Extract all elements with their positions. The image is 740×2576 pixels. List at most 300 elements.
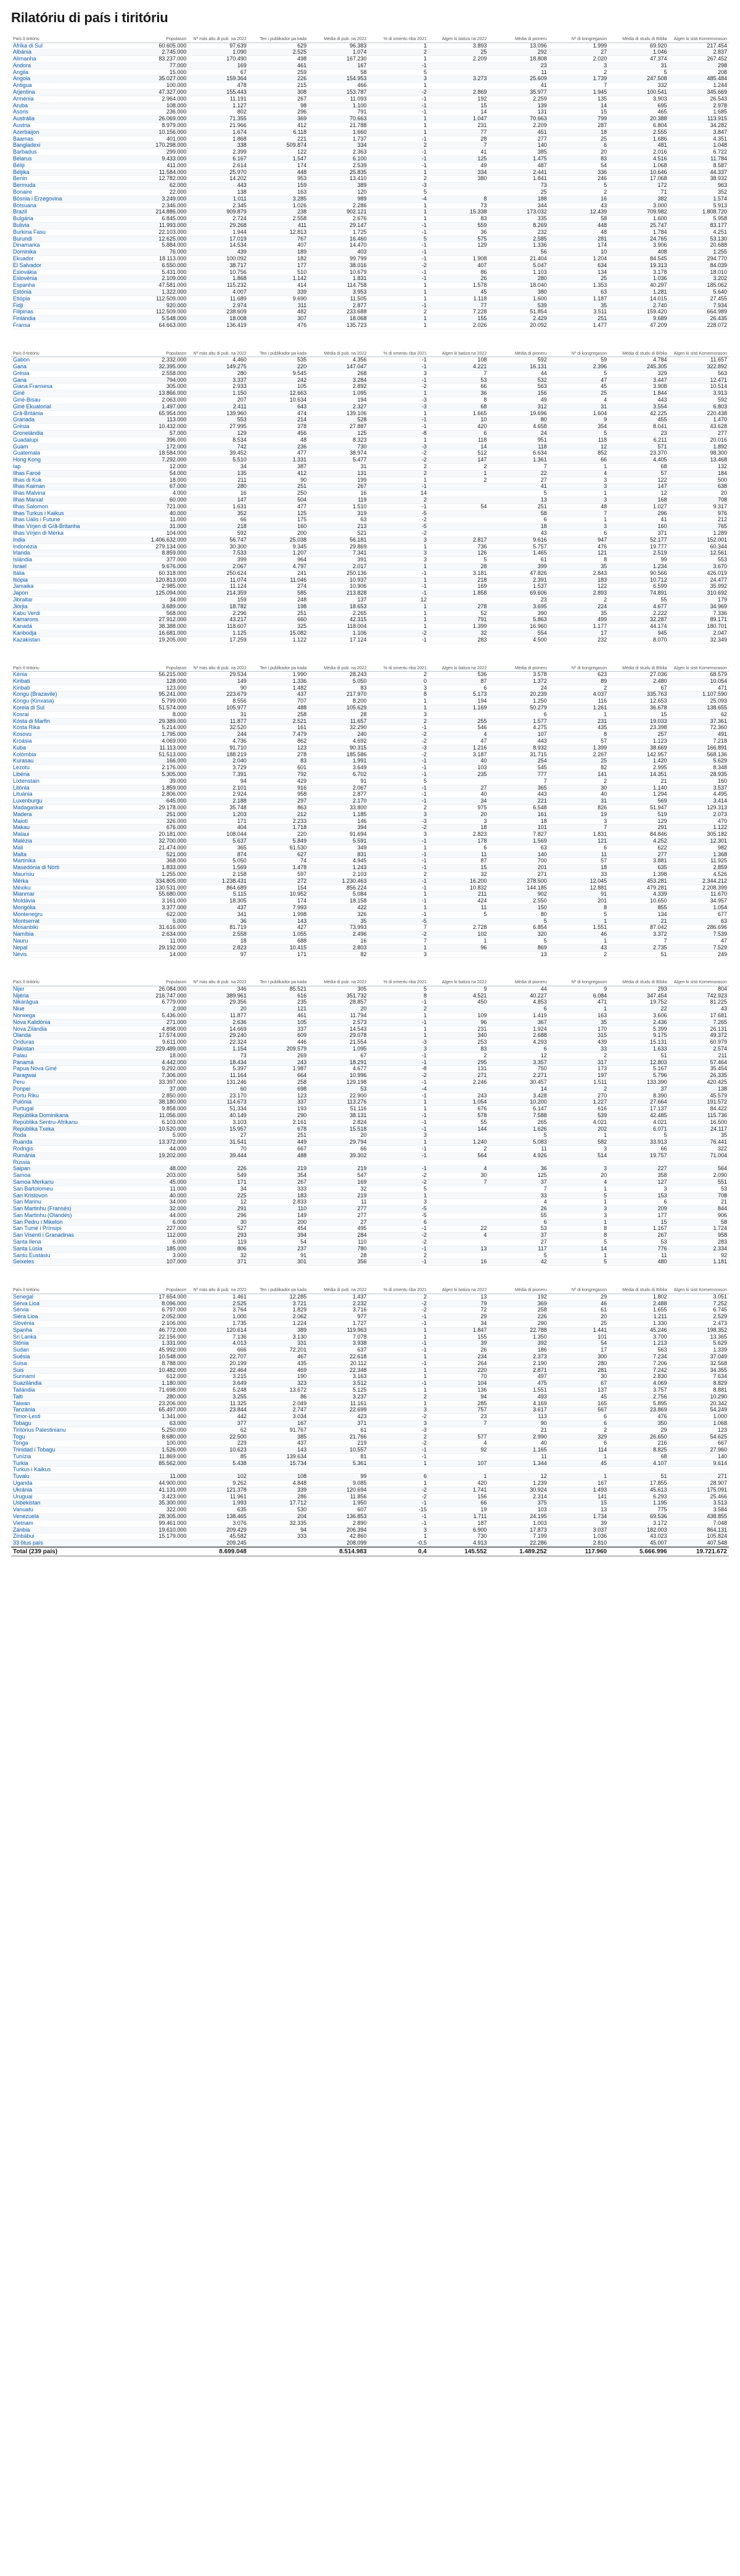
country-name[interactable]: Rússia: [11, 1159, 128, 1166]
country-name[interactable]: Sudan: [11, 1347, 128, 1354]
country-name[interactable]: Moldávia: [11, 898, 128, 905]
table-cell: 437: [188, 904, 248, 911]
table-cell: 70: [429, 1374, 488, 1381]
country-name[interactable]: Fransa: [11, 322, 128, 329]
country-name[interactable]: Jibraltar: [11, 597, 128, 603]
country-name[interactable]: San Martinhu (Fransés): [11, 1206, 128, 1213]
country-name[interactable]: Grésia: [11, 424, 128, 431]
country-name[interactable]: Mali: [11, 844, 128, 851]
table-cell: 326: [308, 911, 368, 918]
country-name[interactable]: Ilhas Uális i Futune: [11, 517, 128, 524]
country-name[interactable]: Gana: [11, 364, 128, 371]
table-row: [11, 295, 729, 302]
country-name[interactable]: Jiórjia: [11, 603, 128, 610]
country-name[interactable]: Áustria: [11, 123, 128, 130]
country-name[interactable]: Ilhas Kaiman: [11, 484, 128, 490]
country-name[interactable]: Ilhas Vírjen di Grã-Britanha: [11, 524, 128, 530]
table-cell: 11.000: [128, 1474, 188, 1480]
country-name[interactable]: Paragwai: [11, 1073, 128, 1080]
country-name[interactable]: Rumánia: [11, 1152, 128, 1159]
table-cell: 192: [429, 96, 488, 102]
country-name[interactable]: Sri Lanka: [11, 1334, 128, 1340]
country-name[interactable]: Repúblika Sentru-Afrikanu: [11, 1119, 128, 1126]
country-name[interactable]: Madagaskar: [11, 804, 128, 811]
country-name[interactable]: Bermuda: [11, 183, 128, 189]
country-name[interactable]: Bulivia: [11, 223, 128, 229]
country-name[interactable]: Fidji: [11, 302, 128, 309]
table-cell: 225: [188, 1192, 248, 1199]
country-name[interactable]: Nepal: [11, 944, 128, 951]
country-name[interactable]: Lixtenstain: [11, 778, 128, 785]
country-name[interactable]: Kolómbia: [11, 751, 128, 758]
table-cell: 592: [488, 357, 548, 364]
country-name[interactable]: Benin: [11, 176, 128, 183]
table-cell: 57: [609, 470, 668, 477]
country-name[interactable]: Ilhas Turkus i Kaikus: [11, 510, 128, 517]
country-name[interactable]: Roda: [11, 1133, 128, 1139]
country-name[interactable]: Mongólia: [11, 904, 128, 911]
country-name[interactable]: Kosovu: [11, 732, 128, 738]
country-name[interactable]: Koreia di Sul: [11, 705, 128, 712]
country-name[interactable]: Madera: [11, 811, 128, 818]
country-name[interactable]: San Kristovon: [11, 1192, 128, 1199]
country-name[interactable]: Suisa: [11, 1360, 128, 1367]
country-name[interactable]: Togu: [11, 1434, 128, 1440]
table-cell: 1: [369, 216, 429, 223]
country-name[interactable]: Libéria: [11, 771, 128, 778]
country-name[interactable]: Ekuador: [11, 256, 128, 263]
table-cell: 20.388: [609, 116, 668, 123]
country-name[interactable]: Guatemala: [11, 450, 128, 457]
country-name[interactable]: Uganda: [11, 1480, 128, 1487]
country-name[interactable]: Guam: [11, 444, 128, 450]
country-name[interactable]: Austrália: [11, 116, 128, 123]
country-name[interactable]: Bósnia i Erzegovina: [11, 196, 128, 202]
country-name[interactable]: Masedónia di Nórti: [11, 865, 128, 872]
country-name[interactable]: 33 ôtus país: [11, 1540, 128, 1547]
country-name[interactable]: Gronelándia: [11, 431, 128, 437]
country-name[interactable]: Béljika: [11, 169, 128, 176]
country-name[interactable]: Ólanda: [11, 1033, 128, 1039]
country-name[interactable]: Grã-Británia: [11, 410, 128, 417]
table-cell: 35.454: [669, 1066, 729, 1073]
table-cell: 6: [429, 844, 488, 851]
country-name[interactable]: Pulónia: [11, 1099, 128, 1106]
country-name[interactable]: San Pedru i Mikelon: [11, 1219, 128, 1226]
country-name[interactable]: Turkus i Kaikus: [11, 1467, 128, 1474]
country-name[interactable]: Guadalupi: [11, 437, 128, 444]
table-cell: 27.664: [609, 1099, 668, 1106]
table-cell: 17.259: [188, 637, 248, 643]
table-cell: [429, 517, 488, 524]
country-name[interactable]: Usbekistan: [11, 1500, 128, 1507]
country-name[interactable]: Kazakistan: [11, 637, 128, 643]
table-cell: 1: [369, 289, 429, 295]
table-cell: 2.521: [249, 718, 308, 725]
country-name[interactable]: Samoa: [11, 1173, 128, 1179]
table-cell: 382: [609, 196, 668, 202]
table-cell: 10.482.000: [128, 1367, 188, 1374]
table-cell: 9.611.000: [128, 1039, 188, 1046]
country-name[interactable]: Brazil: [11, 209, 128, 216]
table-cell: 1.068: [609, 162, 668, 169]
table-cell: 480: [609, 1259, 668, 1266]
country-name[interactable]: Aruba: [11, 102, 128, 109]
country-name[interactable]: Giné-Bisau: [11, 397, 128, 404]
country-name[interactable]: Ilhas Salomon: [11, 503, 128, 510]
country-name[interactable]: Ponpei: [11, 1086, 128, 1092]
country-name[interactable]: Angila: [11, 69, 128, 76]
country-name[interactable]: Suis: [11, 1367, 128, 1374]
country-name[interactable]: Zánbia: [11, 1527, 128, 1534]
country-name[interactable]: Dinamarka: [11, 242, 128, 249]
country-name[interactable]: Repúblika Txeka: [11, 1126, 128, 1133]
country-name[interactable]: Santu Eustásiu: [11, 1252, 128, 1259]
country-name[interactable]: San Tumé i Prínsipi: [11, 1226, 128, 1232]
country-name[interactable]: Suésia: [11, 1353, 128, 1360]
country-name[interactable]: Taiwan: [11, 1400, 128, 1407]
country-name[interactable]: Surinami: [11, 1374, 128, 1381]
table-cell: 5: [488, 918, 548, 925]
country-name[interactable]: Névis: [11, 951, 128, 958]
country-name[interactable]: Estónia: [11, 289, 128, 295]
country-name[interactable]: Mianmar: [11, 891, 128, 898]
country-name[interactable]: Pakistan: [11, 1046, 128, 1052]
table-cell: 1.945: [549, 89, 609, 96]
table-cell: 592: [188, 530, 248, 537]
country-name[interactable]: Sérvia: [11, 1307, 128, 1314]
country-name[interactable]: Burkina Fasu: [11, 229, 128, 236]
country-name[interactable]: Slovénia: [11, 1320, 128, 1327]
country-name[interactable]: Trinidad i Tobagu: [11, 1447, 128, 1454]
table-cell: 2.850.000: [128, 1092, 188, 1099]
table-cell: [429, 490, 488, 497]
table-cell: 16.500: [669, 1119, 729, 1126]
table-cell: 4.169: [488, 1400, 548, 1407]
country-name[interactable]: Seixeles: [11, 1259, 128, 1266]
country-name[interactable]: Itália: [11, 570, 128, 577]
country-name[interactable]: Venezuela: [11, 1514, 128, 1521]
country-name[interactable]: Luxenburgu: [11, 798, 128, 805]
country-name[interactable]: Giné: [11, 390, 128, 397]
table-cell: 334: [429, 169, 488, 176]
country-name[interactable]: Tailándia: [11, 1387, 128, 1393]
country-name[interactable]: Giana Fransesa: [11, 384, 128, 390]
country-name[interactable]: Ilhas Marxal: [11, 497, 128, 504]
country-name[interactable]: Maioti: [11, 818, 128, 825]
country-name[interactable]: Tonga: [11, 1440, 128, 1447]
country-name[interactable]: Baamas: [11, 136, 128, 142]
table-cell: -1: [369, 136, 429, 142]
table-cell: 11.325: [188, 1400, 248, 1407]
country-name[interactable]: Botsuana: [11, 202, 128, 209]
table-cell: 60.318.000: [128, 570, 188, 577]
country-name[interactable]: Repúblika Dominikana: [11, 1112, 128, 1119]
country-name[interactable]: San Visenti i Granadinas: [11, 1232, 128, 1239]
country-name[interactable]: Taiti: [11, 1393, 128, 1400]
table-cell: 51.947: [609, 804, 668, 811]
country-name[interactable]: Burundi: [11, 236, 128, 242]
table-cell: 310.692: [669, 590, 729, 597]
country-name[interactable]: Indonézia: [11, 543, 128, 550]
country-name[interactable]: Bonaire: [11, 189, 128, 196]
country-name[interactable]: Ilhas Malvina: [11, 490, 128, 497]
country-name[interactable]: Asoris: [11, 109, 128, 116]
country-name[interactable]: Uruguai: [11, 1493, 128, 1500]
country-name[interactable]: Gana: [11, 377, 128, 384]
table-cell: 1.331.000: [128, 1340, 188, 1347]
table-cell: 27: [488, 477, 548, 484]
country-name[interactable]: Tunízia: [11, 1453, 128, 1460]
country-name[interactable]: Mérka: [11, 878, 128, 885]
country-name[interactable]: Panamá: [11, 1059, 128, 1066]
table-cell: 3.649: [188, 1381, 248, 1387]
country-name[interactable]: Kongu (Brazavile): [11, 691, 128, 698]
country-name[interactable]: Spanha: [11, 1327, 128, 1334]
table-cell: 3: [549, 818, 609, 825]
country-name[interactable]: Filipinas: [11, 309, 128, 316]
table-cell: 84.422: [669, 1106, 729, 1113]
table-cell: 134: [549, 269, 609, 276]
table-cell: 129: [188, 431, 248, 437]
country-name[interactable]: Kroásia: [11, 738, 128, 745]
country-name[interactable]: Rodrigis: [11, 1146, 128, 1152]
table-cell: 17.124: [308, 637, 368, 643]
country-name[interactable]: Malta: [11, 851, 128, 858]
country-name[interactable]: Papua Nova Giné: [11, 1066, 128, 1073]
country-name[interactable]: Nauru: [11, 938, 128, 944]
country-name[interactable]: Belarus: [11, 156, 128, 163]
table-cell: 1: [369, 1327, 429, 1334]
country-name[interactable]: Makau: [11, 825, 128, 832]
table-row: [11, 1527, 729, 1534]
table-cell: 7.242: [609, 1367, 668, 1374]
table-cell: 1.844: [609, 390, 668, 397]
table-row: [11, 1126, 729, 1133]
country-name[interactable]: Ruanda: [11, 1139, 128, 1146]
country-name[interactable]: San Bartolomeu: [11, 1186, 128, 1192]
country-name[interactable]: Ilhas Vírjen di Mérka: [11, 530, 128, 537]
table-cell: 125: [308, 431, 368, 437]
country-name[interactable]: Bulgária: [11, 216, 128, 223]
country-name[interactable]: Barbadus: [11, 149, 128, 156]
country-name[interactable]: Gabon: [11, 357, 128, 364]
country-name[interactable]: Malaui: [11, 832, 128, 838]
country-name[interactable]: Vanuatu: [11, 1507, 128, 1514]
table-cell: 6.634: [488, 450, 548, 457]
country-name[interactable]: Eslovénia: [11, 276, 128, 283]
table-cell: -1: [369, 1320, 429, 1327]
country-name[interactable]: Peru: [11, 1079, 128, 1086]
country-name[interactable]: Tobagu: [11, 1420, 128, 1427]
table-cell: [429, 1199, 488, 1206]
table-cell: 10.557: [308, 1447, 368, 1454]
table-cell: 1.027: [609, 503, 668, 510]
table-cell: 3.178: [609, 269, 668, 276]
table-cell: 57: [549, 858, 609, 865]
country-name[interactable]: Tuvalu: [11, 1474, 128, 1480]
country-name[interactable]: Martinika: [11, 858, 128, 865]
country-name[interactable]: Kiribati: [11, 678, 128, 685]
column-header: Média di pub. na 2022: [308, 663, 368, 672]
country-name[interactable]: Kénia: [11, 672, 128, 679]
country-name[interactable]: Namíbia: [11, 931, 128, 938]
country-name[interactable]: Méxiku: [11, 885, 128, 891]
country-name[interactable]: Etiópia: [11, 295, 128, 302]
country-name[interactable]: Purtugal: [11, 1106, 128, 1113]
country-name[interactable]: Santa Ilena: [11, 1239, 128, 1246]
country-name[interactable]: Kuba: [11, 745, 128, 751]
country-name[interactable]: Antigua: [11, 83, 128, 89]
table-cell: 6: [488, 1046, 548, 1052]
table-cell: -1: [369, 1152, 429, 1159]
country-name[interactable]: Béliji: [11, 162, 128, 169]
country-name[interactable]: Alimanha: [11, 56, 128, 63]
table-cell: 3.606: [609, 1012, 668, 1019]
country-name[interactable]: Nijéria: [11, 993, 128, 999]
country-name[interactable]: Kamarons: [11, 617, 128, 624]
table-cell: 461: [249, 1012, 308, 1019]
country-name[interactable]: Israel: [11, 563, 128, 570]
country-name[interactable]: Saipan: [11, 1166, 128, 1173]
table-cell: 27.887: [308, 424, 368, 431]
table-cell: 201: [549, 898, 609, 905]
table-cell: 4.007: [188, 289, 248, 295]
country-name[interactable]: Sérva Lioa: [11, 1300, 128, 1307]
country-name[interactable]: Stónia: [11, 1340, 128, 1347]
country-name[interactable]: Angola: [11, 76, 128, 83]
country-name[interactable]: Jamaika: [11, 584, 128, 590]
table-cell: 10.996: [308, 1073, 368, 1080]
table-cell: 9.616: [488, 537, 548, 543]
country-name[interactable]: Kabu Verdi: [11, 610, 128, 617]
country-name[interactable]: Norwega: [11, 1012, 128, 1019]
country-name[interactable]: Andora: [11, 62, 128, 69]
country-name[interactable]: Índia: [11, 537, 128, 543]
table-cell: 392: [488, 1340, 548, 1347]
country-name[interactable]: Albánia: [11, 49, 128, 56]
country-name[interactable]: Onduras: [11, 1039, 128, 1046]
country-name[interactable]: Kósta di Marfin: [11, 718, 128, 725]
country-name[interactable]: Nikarágua: [11, 999, 128, 1006]
country-name[interactable]: Irlanda: [11, 550, 128, 557]
country-name[interactable]: Grésia: [11, 370, 128, 377]
table-cell: 149.275: [188, 364, 248, 371]
country-name[interactable]: Azerbaijon: [11, 129, 128, 136]
country-name[interactable]: Lituánia: [11, 791, 128, 798]
country-name[interactable]: Arjentina: [11, 89, 128, 96]
country-name[interactable]: San Martinhu (Olandés): [11, 1212, 128, 1219]
country-name[interactable]: Dominika: [11, 249, 128, 256]
table-cell: 2.259: [488, 96, 548, 102]
country-name[interactable]: Áfrika di Sul: [11, 43, 128, 49]
country-name[interactable]: Samoa Merkanu: [11, 1179, 128, 1186]
table-cell: 200: [249, 1219, 308, 1226]
country-name[interactable]: Granada: [11, 417, 128, 424]
country-name[interactable]: Montenegru: [11, 911, 128, 918]
table-cell: 19.752: [609, 999, 668, 1006]
table-cell: 11.000: [128, 517, 188, 524]
table-cell: 3.537: [669, 785, 729, 791]
country-name[interactable]: Giné Ekuatorial: [11, 403, 128, 410]
table-cell: 191.572: [669, 1099, 729, 1106]
country-name[interactable]: Kanadá: [11, 624, 128, 630]
country-name[interactable]: Vietnam: [11, 1520, 128, 1527]
table-cell: 10.156.000: [128, 129, 188, 136]
country-name[interactable]: Montserrat: [11, 918, 128, 925]
country-name[interactable]: Litónia: [11, 785, 128, 791]
country-name[interactable]: Timor-Lesti: [11, 1414, 128, 1421]
country-name[interactable]: Kiribati: [11, 685, 128, 691]
country-name[interactable]: Niue: [11, 1006, 128, 1013]
country-name[interactable]: Nova Kalidónia: [11, 1019, 128, 1026]
country-name[interactable]: Kanbodja: [11, 630, 128, 637]
country-name[interactable]: Finlándia: [11, 316, 128, 323]
country-name[interactable]: Espanha: [11, 283, 128, 289]
country-name[interactable]: Maurísiu: [11, 871, 128, 878]
country-name[interactable]: Santa Lúsia: [11, 1245, 128, 1252]
table-cell: 3.130: [249, 1334, 308, 1340]
country-name[interactable]: Kurasau: [11, 758, 128, 765]
country-name[interactable]: Palau: [11, 1052, 128, 1059]
country-name[interactable]: Senegal: [11, 1294, 128, 1300]
table-cell: 73: [488, 183, 548, 189]
table-cell: 2.869: [429, 89, 488, 96]
country-name[interactable]: Lezotu: [11, 765, 128, 772]
country-name[interactable]: Suazilándia: [11, 1381, 128, 1387]
country-name[interactable]: Ilhas Faroé: [11, 470, 128, 477]
country-name[interactable]: Kosrai: [11, 711, 128, 718]
table-cell: 27: [549, 49, 609, 56]
country-name[interactable]: San Marinu: [11, 1199, 128, 1206]
table-cell: 476: [549, 543, 609, 550]
table-cell: 280.000: [128, 1393, 188, 1400]
table-cell: 2: [429, 464, 488, 471]
country-name[interactable]: Japon: [11, 590, 128, 597]
country-name[interactable]: Siéra Lioa: [11, 1314, 128, 1321]
country-name[interactable]: Iap: [11, 464, 128, 471]
country-name[interactable]: Ilhas di Kuk: [11, 477, 128, 484]
country-name[interactable]: Tiritórius Palestinianu: [11, 1427, 128, 1434]
table-cell: -2: [369, 384, 429, 390]
country-name[interactable]: Portu Riku: [11, 1092, 128, 1099]
country-name[interactable]: Malézia: [11, 838, 128, 844]
country-name[interactable]: Hong Kong: [11, 457, 128, 464]
country-name[interactable]: Turkia: [11, 1460, 128, 1467]
country-name[interactable]: Bangladexi: [11, 142, 128, 149]
country-name[interactable]: Nijer: [11, 986, 128, 993]
country-name[interactable]: Eslovákia: [11, 269, 128, 276]
total-cell: 5.666.996: [609, 1547, 668, 1556]
table-cell: 139: [488, 102, 548, 109]
country-name[interactable]: Arménia: [11, 96, 128, 102]
country-name[interactable]: Tanzánia: [11, 1407, 128, 1414]
country-name[interactable]: Kósta Rika: [11, 725, 128, 732]
country-name[interactable]: Ukránia: [11, 1487, 128, 1493]
country-name[interactable]: Mosanbiki: [11, 925, 128, 931]
table-row: [11, 229, 729, 236]
country-name[interactable]: Islándia: [11, 557, 128, 564]
table-row: [11, 497, 729, 504]
country-name[interactable]: Kongu (Kinxasa): [11, 698, 128, 705]
country-name[interactable]: El Salvador: [11, 262, 128, 269]
country-name[interactable]: Nova Zilándia: [11, 1026, 128, 1033]
country-name[interactable]: Itiópia: [11, 577, 128, 584]
table-cell: 69.536: [609, 1514, 668, 1521]
table-cell: 401.000: [128, 136, 188, 142]
country-name[interactable]: Zinbábui: [11, 1534, 128, 1540]
table-cell: 1.055: [249, 931, 308, 938]
